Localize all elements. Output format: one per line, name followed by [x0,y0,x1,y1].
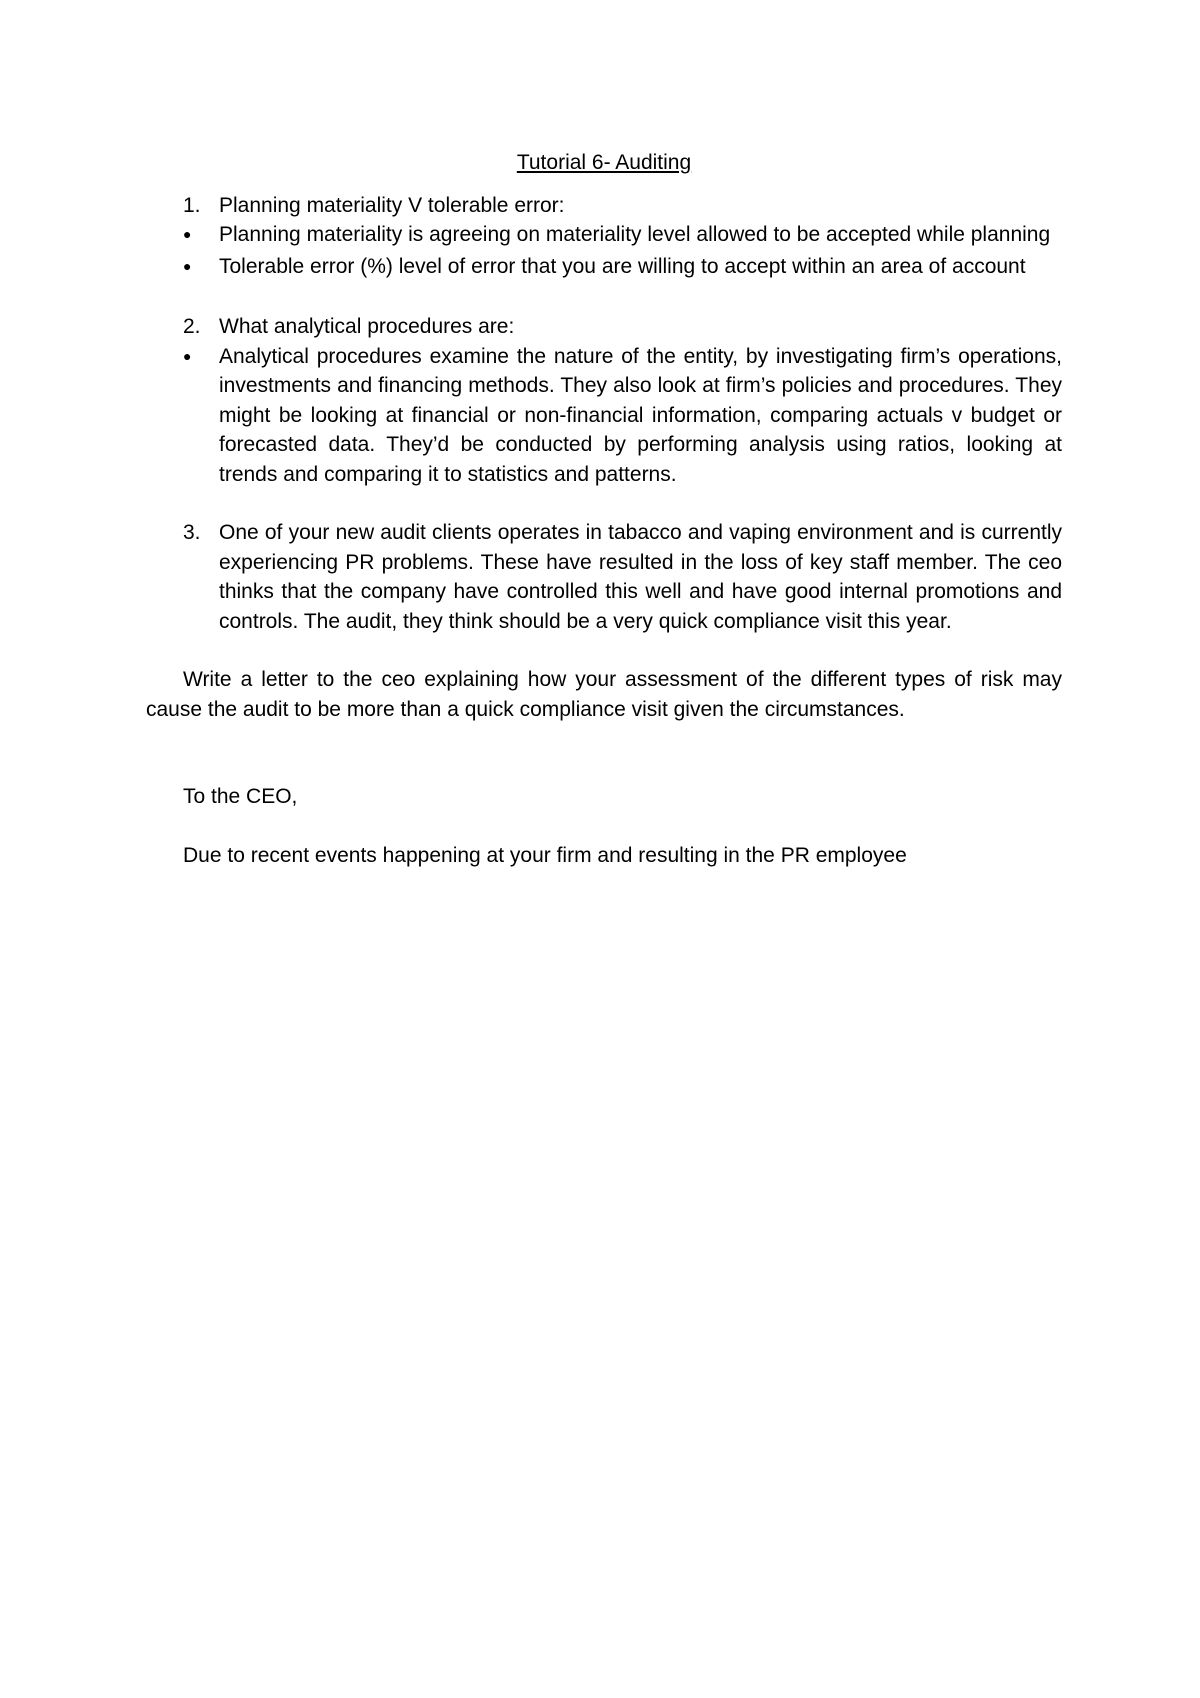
instruction-paragraph: Write a letter to the ceo explaining how your assessment of the different types of risk may cause the audit to be more than a quick compliance visit given the circumstances. [146,668,1062,721]
q3-number: 3. [183,521,201,544]
q2-heading-row [146,312,1062,342]
q2-heading: What analytical procedures are: [219,315,515,338]
bullet-icon: ● [183,226,192,242]
bullet-icon: ● [183,347,192,364]
bullet-icon: ● [183,257,192,274]
q1-bullet-1: Planning materiality is agreeing on materiality level allowed to be accepted while planning [219,223,1051,246]
q2-bullet-row [146,342,1062,490]
q1-bullet-row [146,220,1062,252]
q2-number: 2. [183,315,201,338]
q3-row [146,518,1062,636]
page-title: Tutorial 6- Auditing [516,151,692,174]
q1-heading-row [146,191,1062,221]
q1-heading: Planning materiality V tolerable error: [219,193,565,217]
letter-salutation: To the CEO, [183,785,298,808]
q1-number: 1. [183,193,201,217]
document-body [146,148,1062,870]
q2-bullet-1: Analytical procedures examine the nature of the entity, by investigating firm’s operations, investments and financing methods. They also look at firm’s policies and procedures. They might be looking at financial or non-financial information, comparing actuals v budget or forecasted data. They’d be conducted by performing analysis using ratios, looking at trends and comparing it to statistics and patterns. [219,344,1062,486]
q3-text: One of your new audit clients operates in tabacco and vaping environment and is currently experiencing PR problems. These have resulted in the loss of key staff member. The ceo thinks that the company have controlled this well and have good internal promotions and controls. The audit, they think should be a very quick compliance visit this year. [219,521,1062,633]
letter-opening: Due to recent events happening at your firm and resulting in the PR employee [183,843,907,867]
q1-bullet-row [146,252,1062,284]
q1-bullet-2: Tolerable error (%) level of error that you are willing to accept within an area of account [219,254,1026,278]
